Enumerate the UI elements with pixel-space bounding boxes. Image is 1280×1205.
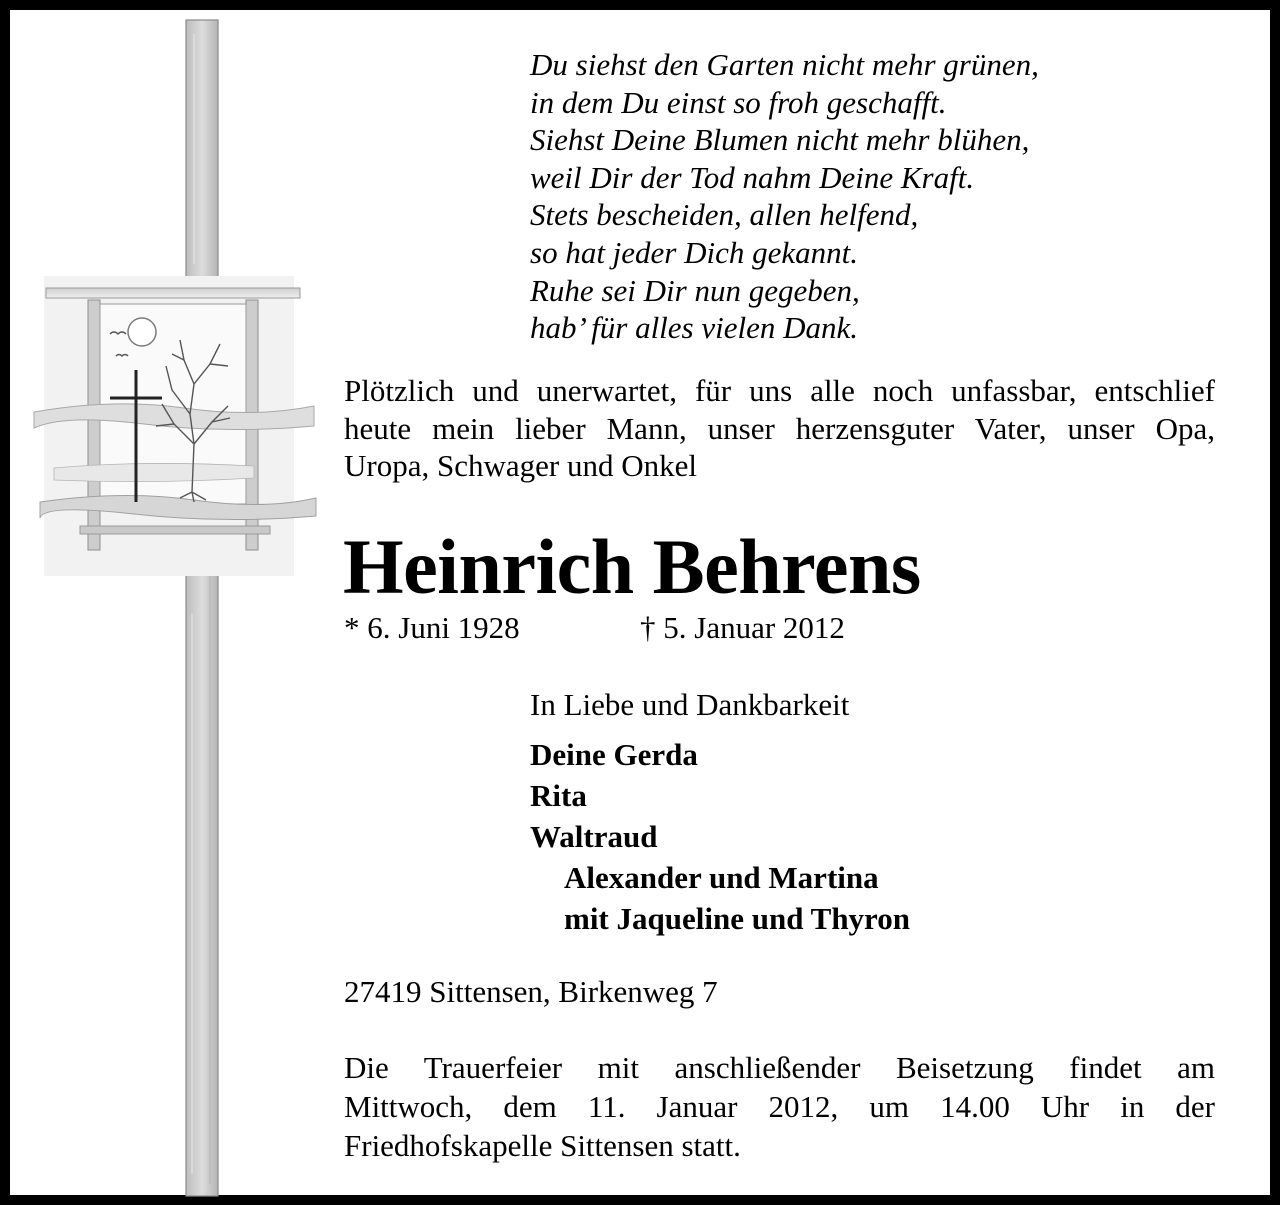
poem-line: Ruhe sei Dir nun gegeben, bbox=[530, 272, 860, 308]
family-member: Waltraud bbox=[530, 819, 658, 854]
family-member: mit Jaqueline und Thyron bbox=[564, 901, 910, 936]
family-member: Rita bbox=[530, 778, 587, 813]
birth-date: * 6. Juni 1928 bbox=[344, 610, 520, 645]
memorial-sketch bbox=[24, 14, 324, 1199]
family-member: Deine Gerda bbox=[530, 737, 698, 772]
intro-line: Uropa, Schwager und Onkel bbox=[344, 448, 697, 484]
poem-line: Siehst Deine Blumen nicht mehr blühen, bbox=[530, 122, 1030, 158]
intro-paragraph bbox=[344, 372, 1215, 485]
intro-line: Plötzlich und unerwartet, für uns alle noch unfassbar, entschlief bbox=[344, 373, 1215, 408]
poem-line: weil Dir der Tod nahm Deine Kraft. bbox=[530, 159, 975, 195]
moon-icon bbox=[128, 318, 156, 346]
service-line: Mittwoch, dem 11. Januar 2012, um 14.00 Uhr in der bbox=[344, 1089, 1215, 1124]
family-list bbox=[530, 734, 910, 939]
service-info bbox=[344, 1048, 1215, 1165]
poem-line: Stets bescheiden, allen helfend, bbox=[530, 197, 919, 233]
poem-line: so hat jeder Dich gekannt. bbox=[530, 234, 859, 270]
window-panel bbox=[34, 276, 316, 576]
pillar bbox=[186, 20, 218, 1196]
address: 27419 Sittensen, Birkenweg 7 bbox=[344, 974, 718, 1009]
death-date: † 5. Januar 2012 bbox=[640, 610, 845, 645]
poem-line: in dem Du einst so froh geschafft. bbox=[530, 84, 947, 120]
poem-line: hab’ für alles vielen Dank. bbox=[530, 310, 859, 346]
deceased-name: Heinrich Behrens bbox=[343, 523, 921, 610]
service-line: Die Trauerfeier mit anschließender Beisetzung findet am bbox=[344, 1050, 1215, 1085]
service-line: Friedhofskapelle Sittensen statt. bbox=[344, 1128, 741, 1163]
family-member: Alexander und Martina bbox=[564, 860, 879, 895]
poem bbox=[530, 46, 1170, 347]
poem-line: Du siehst den Garten nicht mehr grünen, bbox=[530, 47, 1039, 82]
closing-phrase: In Liebe und Dankbarkeit bbox=[530, 687, 850, 722]
intro-line: heute mein lieber Mann, unser herzensguter Vater, unser Opa, bbox=[344, 410, 1215, 446]
